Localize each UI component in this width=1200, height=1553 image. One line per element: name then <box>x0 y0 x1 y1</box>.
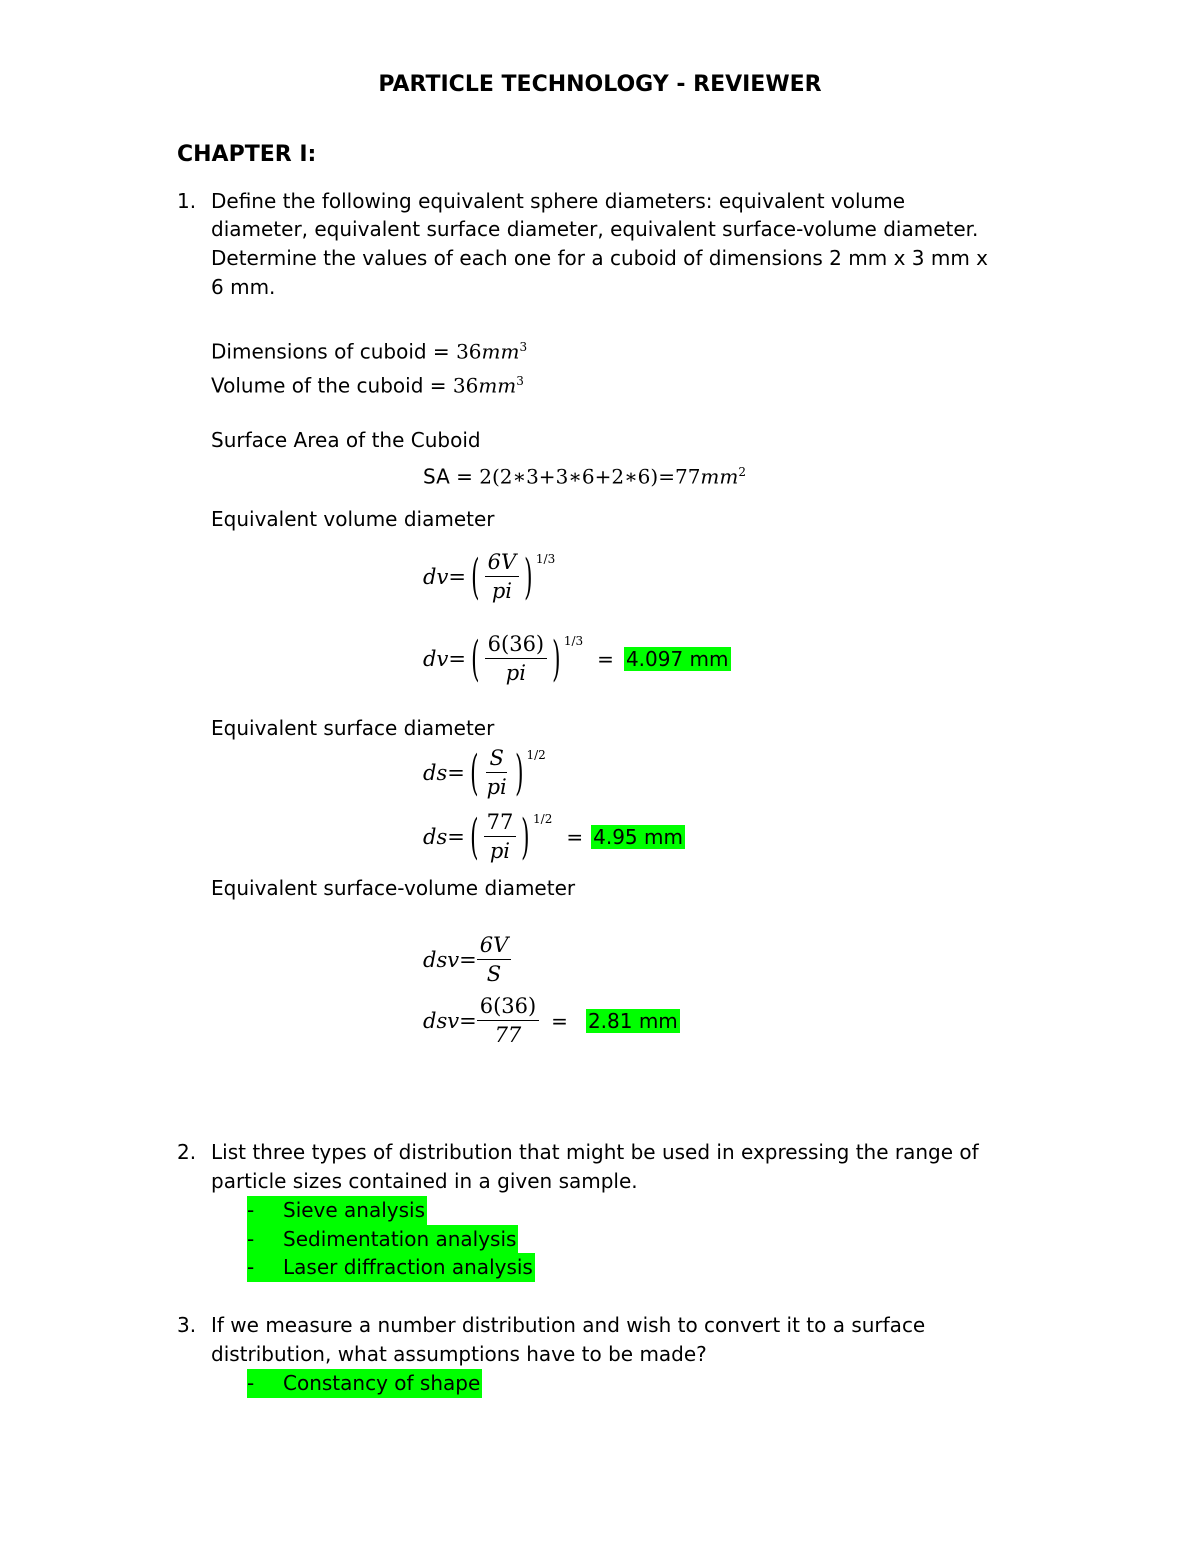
es-numerator-value: 77 <box>484 808 517 837</box>
volume-exponent: 3 <box>516 374 524 388</box>
ev-fraction-values <box>485 630 547 687</box>
volume-unit: mm <box>478 373 517 398</box>
esv-calculation <box>423 992 680 1049</box>
esv-numerator: 6V <box>477 931 512 960</box>
ds-symbol: ds <box>423 824 448 849</box>
es-calculation <box>423 808 685 865</box>
surface-area-equation <box>423 458 746 492</box>
esv-denominator-value: 77 <box>494 1023 522 1047</box>
q1-line4: 6 mm. <box>211 275 276 299</box>
right-paren: ) <box>521 808 530 865</box>
ev-numerator-value: 6(36) <box>485 630 547 659</box>
q3-bullet <box>247 1369 482 1398</box>
q1-line2: diameter, equivalent surface diameter, equivalent surface-volume diameter. <box>211 217 979 241</box>
q3-line1: If we measure a number distribution and wish to convert it to a surface <box>211 1313 926 1337</box>
chapter-heading: CHAPTER I: <box>177 142 317 167</box>
sa-exponent: 2 <box>738 465 746 479</box>
q2-line2: particle sizes contained in a given sample. <box>211 1169 638 1193</box>
es-denominator: pi <box>486 775 507 799</box>
q2-bullet <box>247 1253 535 1282</box>
es-formula <box>423 744 546 801</box>
equals-sign: = <box>459 1008 477 1033</box>
esv-numerator-value: 6(36) <box>477 992 539 1021</box>
es-fraction-values <box>484 808 517 865</box>
esv-heading: Equivalent surface-volume diameter <box>211 876 576 900</box>
q1-line3: Determine the values of each one for a cuboid of dimensions 2 mm x 3 mm x <box>211 246 989 270</box>
bullet-dash: - <box>247 1198 255 1222</box>
q3-number: 3. <box>177 1313 197 1337</box>
sa-expression: 2(2∗3+3∗6+2∗6)=77 <box>479 464 701 489</box>
dsv-symbol: dsv <box>423 1008 460 1033</box>
left-paren: ( <box>469 744 479 801</box>
dv-symbol: dv <box>423 646 449 671</box>
esv-answer: 2.81 mm <box>587 1008 678 1033</box>
es-fraction <box>484 744 510 801</box>
es-heading: Equivalent surface diameter <box>211 716 495 740</box>
ev-calculation <box>423 630 731 687</box>
q1-number: 1. <box>177 189 197 213</box>
dimensions-unit: mm <box>481 339 520 364</box>
q2-bullet <box>247 1225 518 1254</box>
ds-symbol: ds <box>423 760 448 785</box>
bullet-dash: - <box>247 1227 255 1251</box>
q1-line1: Define the following equivalent sphere diameters: equivalent volume <box>211 189 906 213</box>
q3-bullet-text: Constancy of shape <box>283 1371 481 1395</box>
dimensions-label: Dimensions of cuboid = <box>211 339 450 364</box>
es-exponent: 1/2 <box>533 811 553 826</box>
equals-sign: = <box>597 646 614 671</box>
es-numerator: S <box>486 744 506 773</box>
volume-value: 36 <box>452 373 479 398</box>
left-paren: ( <box>471 630 480 687</box>
right-paren: ) <box>514 744 524 801</box>
ev-answer: 4.097 mm <box>625 646 729 671</box>
equals-sign: = <box>459 947 477 972</box>
esv-denominator: S <box>486 962 502 986</box>
es-denominator-value: pi <box>489 839 511 863</box>
dimensions-exponent: 3 <box>519 340 528 354</box>
esv-fraction-values <box>477 992 539 1049</box>
q2-bullet-text: Sedimentation analysis <box>283 1227 517 1251</box>
equals-sign: = <box>551 1008 568 1033</box>
equals-sign: = <box>448 646 466 671</box>
surface-area-heading: Surface Area of the Cuboid <box>211 428 481 452</box>
ev-denominator-value: pi <box>505 661 526 685</box>
ev-heading: Equivalent volume diameter <box>211 507 495 531</box>
sa-unit: mm <box>700 464 739 489</box>
q2-number: 2. <box>177 1140 197 1164</box>
q2-bullet <box>247 1196 427 1225</box>
bullet-dash: - <box>247 1255 255 1279</box>
q2-bullet-text: Sieve analysis <box>283 1198 426 1222</box>
dv-symbol: dv <box>423 564 449 589</box>
left-paren: ( <box>471 548 480 605</box>
volume-label: Volume of the cuboid = <box>211 373 447 398</box>
left-paren: ( <box>469 808 479 865</box>
sa-label: SA = <box>423 464 473 489</box>
equals-sign: = <box>448 564 466 589</box>
dimensions-line <box>211 333 527 367</box>
right-paren: ) <box>524 548 533 605</box>
ev-numerator: 6V <box>485 548 520 577</box>
volume-line <box>211 367 524 401</box>
ev-exponent: 1/3 <box>535 551 556 566</box>
equals-sign: = <box>447 824 465 849</box>
q3-line2: distribution, what assumptions have to be made? <box>211 1342 707 1366</box>
ev-exponent: 1/3 <box>563 633 584 648</box>
esv-formula <box>423 931 511 988</box>
dimensions-value: 36 <box>456 339 482 364</box>
bullet-dash: - <box>247 1371 255 1395</box>
right-paren: ) <box>552 630 561 687</box>
es-exponent: 1/2 <box>526 747 546 762</box>
es-answer: 4.95 mm <box>593 824 683 849</box>
document-title: PARTICLE TECHNOLOGY - REVIEWER <box>378 72 822 97</box>
ev-formula <box>423 548 555 605</box>
q2-line1: List three types of distribution that might be used in expressing the range of <box>211 1140 979 1164</box>
esv-fraction <box>477 931 512 988</box>
equals-sign: = <box>447 760 465 785</box>
dsv-symbol: dsv <box>423 947 460 972</box>
ev-fraction <box>485 548 520 605</box>
equals-sign: = <box>566 824 584 849</box>
q2-bullet-text: Laser diffraction analysis <box>283 1255 533 1279</box>
ev-denominator: pi <box>491 579 512 603</box>
